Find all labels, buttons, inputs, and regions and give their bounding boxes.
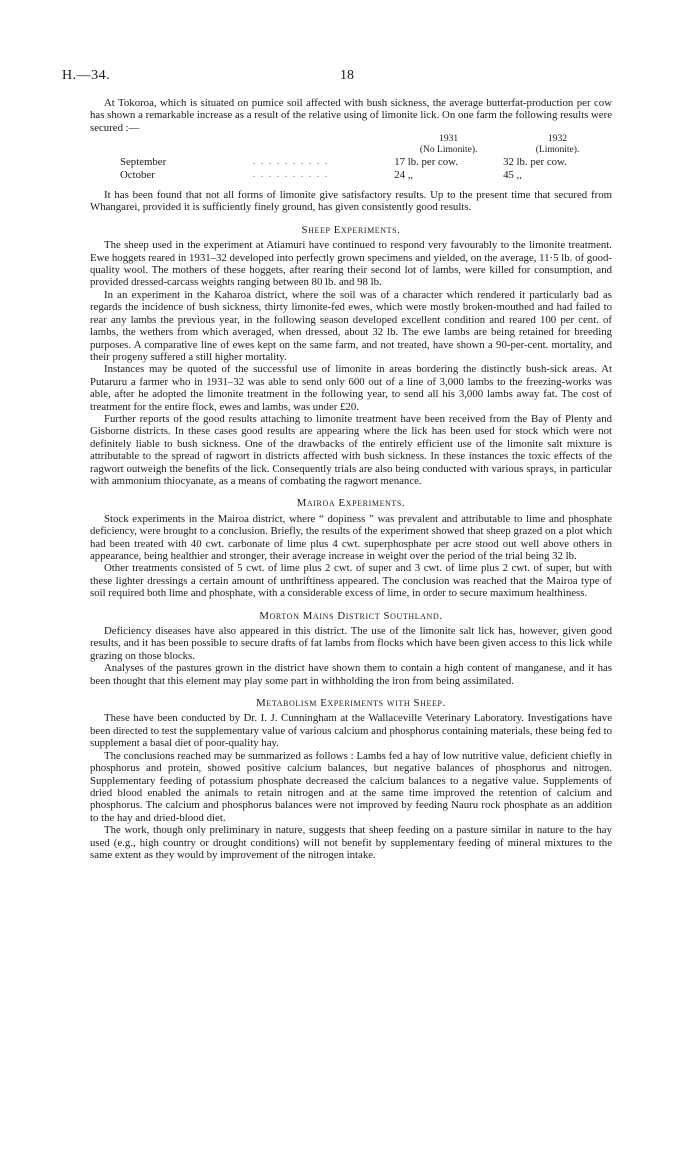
section-heading-mairoa: Mairoa Experiments. — [296, 497, 406, 510]
value-1931: 17 lb. per cow. — [394, 156, 458, 169]
butterfat-results-table — [120, 134, 612, 181]
report-reference: H.—34. — [62, 68, 111, 83]
paragraph: Other treatments consisted of 5 cwt. of lime plus 2 cwt. of super and 3 cwt. of lime plus 2 cwt. of super, but with these lighter dressings a certain amount of unthriftiness appeared. The conclusion was reached that the Mairoa type of soil required both lime and phosphate, with a considerable excess of lime, in order to secure maximum healthiness. — [90, 562, 612, 600]
body-text — [90, 97, 612, 861]
table-header-row — [120, 134, 612, 156]
paragraph: Deficiency diseases have also appeared in this district. The use of the limonite salt lick has, however, given good results, and it has been possible to secure drafts of fat lambs from flocks which have been given access to this lick while grazing on those blocks. — [90, 625, 612, 662]
table-row — [120, 156, 612, 168]
paragraph: Analyses of the pastures grown in the district have shown them to contain a high content of manganese, and it has been thought that this element may play some part in withholding the iron from being assimilated. — [90, 662, 612, 687]
limonite-paragraph: It has been found that not all forms of limonite give satisfactory results. Up to the present time that secured from Whangarei, provided it is sufficiently finely ground, has given consistently good results. — [90, 189, 612, 214]
paragraph: Instances may be quoted of the successful use of limonite in areas bordering the distinctly bush-sick areas. At Putaruru a farmer who in 1931–32 was able to send only 600 out of a line of 3,000 lambs to the freezing-works was able, after he adopted the limonite treatment in the following year, to send all his 3,000 lambs away fat. The cost of treatment for the entire flock, ewes and lambs, was under £20. — [90, 363, 612, 413]
paragraph: The sheep used in the experiment at Atiamuri have continued to respond very favourably to the limonite treatment. Ewe hoggets reared in 1931–32 developed into perfectly grown specimens and yielded, on the average, 11·5 lb. of good-quality wool. The mothers of these hoggets, after rearing their second lot of lambs, were killed for consumption, and provided dressed-carcass weights ranging between 80 lb. and 98 lb. — [90, 239, 612, 289]
paragraph: These have been conducted by Dr. I. J. Cunningham at the Wallaceville Veterinary Laboratory. Investigations have been directed to test the supplementary value of various calcium and phosphorus containing materials, these being fed to supplement a basal diet of poor-quality hay. — [90, 712, 612, 750]
value-1931: 24 ,, — [394, 168, 414, 181]
section-heading-sheep: Sheep Experiments. — [301, 223, 401, 236]
value-1932: 32 lb. per cow. — [503, 156, 567, 169]
page-number: 18 — [340, 68, 354, 83]
col2-year: 1932 — [548, 134, 568, 145]
row-label: October — [120, 168, 155, 181]
section-heading-metabolism: Metabolism Experiments with Sheep. — [256, 697, 446, 710]
paragraph: Stock experiments in the Mairoa district, where “ dopiness ” was prevalent and attributable to lime and phosphate deficiency, were brought to a conclusion. Briefly, the results of the experiment showed that sheep grazed on a plot which had been treated with 40 cwt. carbonate of lime plus 4 cwt. superphosphate per acre stood out well above others in appearance, being healthier and stronger, their average increase in weight over the period of the trial being 32 lb. — [90, 512, 612, 562]
paragraph: The work, though only preliminary in nature, suggests that sheep feeding on a pasture similar in nature to the hay used (e.g., high country or drought conditions) will not benefit by supplementary feeding of mineral mixtures to the same extent as they would by improvement of the nitrogen intake. — [90, 824, 612, 861]
intro-paragraph: At Tokoroa, which is situated on pumice soil affected with bush sickness, the average butterfat-production per cow has shown a remarkable increase as a result of the relative using of limonite lick. On one farm the following results were secured :— — [90, 97, 612, 134]
value-1932: 45 ,, — [503, 168, 522, 181]
col1-subheading: (No Limonite). — [419, 145, 478, 156]
section-heading-morton: Morton Mains District Southland. — [259, 609, 443, 622]
col2-subheading: (Limonite). — [535, 145, 580, 156]
paragraph: The conclusions reached may be summarized as follows : Lambs fed a hay of low nutritive value, deficient chiefly in phosphorus and protein, showed positive calcium balances, but negative balances of phosphorus and nitrogen. Supplementary feeding of potassium phosphate decreased the calcium balances to a negative value. Supplements of dried blood enabled the animals to retain nitrogen and at the same time improved the retention of calcium and phosphorus. The calcium and phosphorus balances were not improved by feeding Nauru rock phosphate as an addition to the hay and dried-blood diet. — [90, 749, 612, 824]
leader-dots: . . . . . . . . . . — [252, 157, 329, 167]
table-row — [120, 169, 612, 181]
paragraph: In an experiment in the Kaharoa district, where the soil was of a character which rendered it particularly bad as regards the incidence of bush sickness, thirty limonite-fed ewes, which were mostly broken-mouthed and had failed to rear any lambs the previous year, in the following season developed excellent condition and reared 100 per cent. of lambs, the wethers from which averaged, when dressed, about 32 lb. The ewe lambs are being retained for breeding purposes. A comparative line of ewes kept on the same farm, and not treated, have shown a 90-per-cent. mortality, and their progeny suffered a still higher mortality. — [90, 288, 612, 363]
paragraph: Further reports of the good results attaching to limonite treatment have been received from the Bay of Plenty and Gisborne districts. In these cases good results are appearing where the lick has been used for stock which were not definitely liable to bush sickness. One of the drawbacks of the entirely efficient use of the limonite salt mixture is attributable to the spread of ragwort in districts affected with bush sickness. In these instances the toxic effects of the ragwort outweigh the benefits of the lick. Consequently trials are also being conducted with various sprays, in particular with ammonium thiocyanate, as a means of combating the ragwort menance. — [90, 412, 612, 487]
leader-dots: . . . . . . . . . . — [252, 169, 329, 179]
row-label: September — [120, 156, 167, 169]
col1-year: 1931 — [439, 134, 459, 145]
